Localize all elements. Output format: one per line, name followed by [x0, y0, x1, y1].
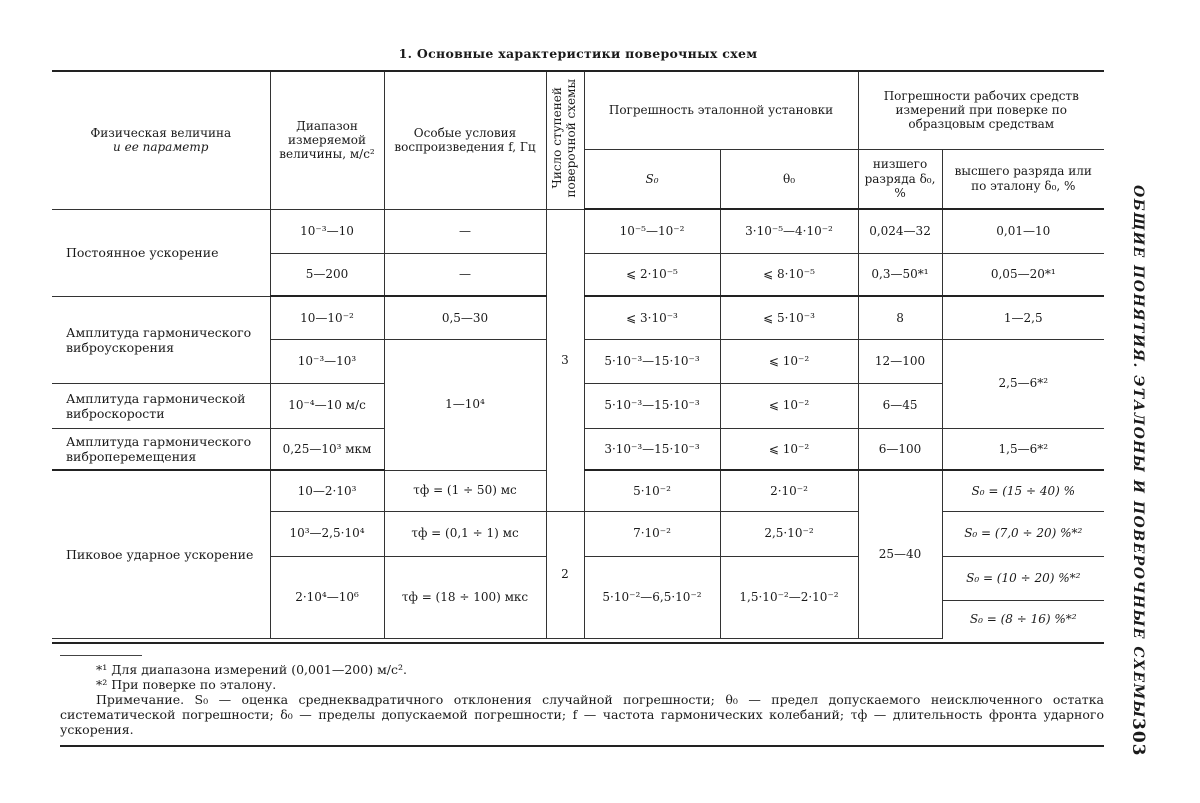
lower-grade-cell: 6—45: [858, 383, 942, 428]
table-note: Примечание. S₀ — оценка среднеквадратичного отклонения случайной погрешности; θ₀ — предел допускаемого неисключенного остатка систематической погрешности; δ₀ — пределы допускаемой погрешности; f — частота гармонических колебаний; τф — длительность фронта ударного ускорения.: [60, 692, 1104, 737]
range-cell: 5—200: [270, 253, 384, 296]
lower-grade-cell: 25—40: [858, 470, 942, 638]
header-working-error: Погрешности рабочих средств измерений при поверке по образцовым средствам: [858, 71, 1104, 149]
theta0-cell: ⩽ 8·10⁻⁵: [720, 253, 858, 296]
theta0-cell: ⩽ 10⁻²: [720, 428, 858, 470]
s0-cell: ⩽ 2·10⁻⁵: [584, 253, 720, 296]
quantity-cell: Амплитуда гармонического виброперемещения: [52, 428, 270, 470]
header-steps-line1: Число ступеней: [550, 87, 565, 190]
header-steps-line2: поверочной схемы: [564, 79, 578, 198]
theta0-cell: 1,5·10⁻²—2·10⁻²: [720, 556, 858, 638]
range-cell: 10⁻³—10: [270, 209, 384, 253]
header-quantity: [52, 71, 270, 209]
s0-cell: 3·10⁻³—15·10⁻³: [584, 428, 720, 470]
header-quantity-line1: Физическая величина: [90, 125, 232, 140]
quantity-cell: Пиковое ударное ускорение: [52, 470, 270, 638]
higher-grade-cell: S₀ = (10 ÷ 20) %*²: [942, 556, 1104, 600]
theta0-cell: ⩽ 10⁻²: [720, 339, 858, 383]
higher-grade-cell: 0,05—20*¹: [942, 253, 1104, 296]
theta0-cell: 3·10⁻⁵—4·10⁻²: [720, 209, 858, 253]
header-steps: [546, 71, 584, 209]
header-range: Диапазон измеряемой величины, м/с²: [270, 71, 384, 209]
s0-cell: ⩽ 3·10⁻³: [584, 296, 720, 339]
quantity-cell: Амплитуда гармонического виброускорения: [52, 296, 270, 383]
higher-grade-cell: 1,5—6*²: [942, 428, 1104, 470]
conditions-cell: τф = (18 ÷ 100) мкс: [384, 556, 546, 638]
running-head: ОБЩИЕ ПОНЯТИЯ. ЭТАЛОНЫ И ПОВЕРОЧНЫЕ СХЕМЫ: [1130, 185, 1146, 719]
range-cell: 10—2·10³: [270, 470, 384, 511]
lower-grade-cell: 8: [858, 296, 942, 339]
header-quantity-line2: и ее параметр: [113, 140, 209, 155]
header-etalon-error: Погрешность эталонной установки: [584, 71, 858, 149]
page-number: 303: [1128, 718, 1148, 757]
s0-cell: 5·10⁻³—15·10⁻³: [584, 383, 720, 428]
range-cell: 10³—2,5·10⁴: [270, 511, 384, 556]
s0-cell: 5·10⁻²: [584, 470, 720, 511]
theta0-cell: 2·10⁻²: [720, 470, 858, 511]
footnote-2: *² При поверке по эталону.: [96, 677, 277, 692]
s0-cell: 10⁻⁵—10⁻²: [584, 209, 720, 253]
conditions-cell: —: [384, 209, 546, 253]
higher-grade-cell: S₀ = (15 ÷ 40) %: [942, 470, 1104, 511]
s0-cell: 5·10⁻²—6,5·10⁻²: [584, 556, 720, 638]
range-cell: 0,25—10³ мкм: [270, 428, 384, 470]
steps-cell: 2: [546, 511, 584, 638]
header-higher-grade: высшего разряда или по эталону δ₀, %: [942, 149, 1104, 209]
characteristics-table: [52, 70, 1104, 639]
conditions-cell: 1—10⁴: [384, 339, 546, 470]
range-cell: 10⁻⁴—10 м/с: [270, 383, 384, 428]
theta0-cell: 2,5·10⁻²: [720, 511, 858, 556]
range-cell: 10—10⁻²: [270, 296, 384, 339]
footnote-rule: [60, 655, 142, 656]
lower-grade-cell: 12—100: [858, 339, 942, 383]
theta0-cell: ⩽ 10⁻²: [720, 383, 858, 428]
header-conditions: Особые условия воспроизведения f, Гц: [384, 71, 546, 209]
table-title: 1. Основные характеристики поверочных схем: [398, 46, 758, 61]
table-row: [52, 209, 1104, 253]
footnotes: [60, 662, 1104, 737]
higher-grade-cell: 0,01—10: [942, 209, 1104, 253]
higher-grade-cell: 1—2,5: [942, 296, 1104, 339]
notes-bottom-rule: [60, 745, 1104, 747]
table-bottom-rule: [52, 642, 1104, 644]
footnote-1: *¹ Для диапазона измерений (0,001—200) м/с².: [96, 662, 407, 677]
range-cell: 10⁻³—10³: [270, 339, 384, 383]
lower-grade-cell: 6—100: [858, 428, 942, 470]
conditions-cell: τф = (1 ÷ 50) мс: [384, 470, 546, 511]
s0-cell: 7·10⁻²: [584, 511, 720, 556]
higher-grade-cell: S₀ = (7,0 ÷ 20) %*²: [942, 511, 1104, 556]
quantity-cell: Амплитуда гармонической виброскорости: [52, 383, 270, 428]
steps-cell: 3: [546, 209, 584, 511]
quantity-cell: Постоянное ускорение: [52, 209, 270, 296]
theta0-cell: ⩽ 5·10⁻³: [720, 296, 858, 339]
lower-grade-cell: 0,024—32: [858, 209, 942, 253]
range-cell: 2·10⁴—10⁶: [270, 556, 384, 638]
higher-grade-cell: 2,5—6*²: [942, 339, 1104, 428]
conditions-cell: τф = (0,1 ÷ 1) мс: [384, 511, 546, 556]
lower-grade-cell: 0,3—50*¹: [858, 253, 942, 296]
header-lower-grade: низшего разряда δ₀, %: [858, 149, 942, 209]
header-steps-vertical: [551, 79, 579, 197]
header-theta0: θ₀: [720, 149, 858, 209]
conditions-cell: —: [384, 253, 546, 296]
s0-cell: 5·10⁻³—15·10⁻³: [584, 339, 720, 383]
conditions-cell: 0,5—30: [384, 296, 546, 339]
higher-grade-cell: S₀ = (8 ÷ 16) %*²: [942, 600, 1104, 638]
header-s0: S₀: [584, 149, 720, 209]
